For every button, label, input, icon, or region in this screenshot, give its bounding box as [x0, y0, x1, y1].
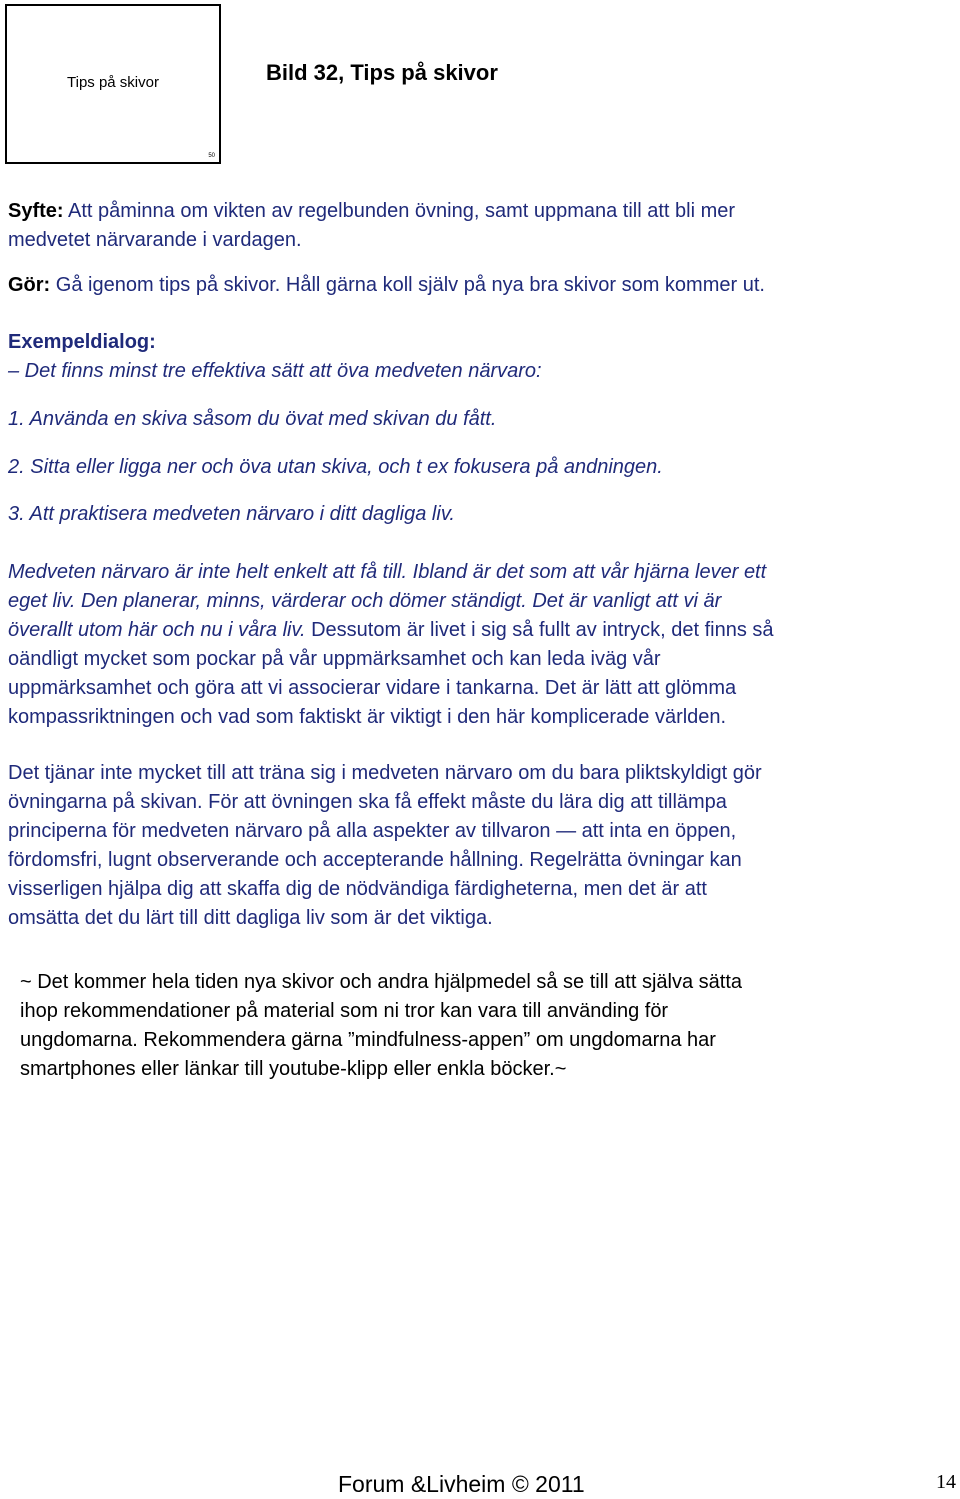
gor-label: Gör:: [8, 274, 51, 296]
note-line-3: ungdomarna. Rekommendera gärna ”mindfulness-appen” om ungdomarna har: [20, 1029, 716, 1051]
note-line-1: ~ Det kommer hela tiden nya skivor och andra hjälpmedel så se till att själva sätta: [20, 971, 743, 993]
paragraph-two-line-3: principerna för medveten närvaro på alla aspekter av tillvaron — att inta en öppen,: [8, 820, 737, 842]
exempel-intro: – Det finns minst tre effektiva sätt att öva medveten närvaro:: [8, 360, 542, 382]
exempel-item-1: 1. Använda en skiva såsom du övat med skivan du fått.: [8, 408, 497, 430]
paragraph-two-line-1: Det tjänar inte mycket till att träna sig i medveten närvaro om du bara pliktskyldigt gör: [8, 762, 762, 784]
note-line-4: smartphones eller länkar till youtube-klipp eller enkla böcker.~: [20, 1058, 567, 1080]
exempel-italic-line-1: Medveten närvaro är inte helt enkelt att få till. Ibland är det som att vår hjärna lever ett: [8, 561, 767, 583]
exempel-normal-line-3: kompassriktningen och vad som faktiskt är viktigt i den här komplicerade världen.: [8, 706, 727, 728]
syfte-text-line1: Att påminna om vikten av regelbunden övning, samt uppmana till att bli mer: [63, 200, 736, 222]
exempel-paragraph: [8, 558, 960, 732]
paragraph-two: [8, 759, 960, 933]
footer-copyright: Forum &Livheim © 2011: [338, 1471, 585, 1497]
syfte-section: [8, 197, 960, 255]
note-paragraph: [20, 968, 940, 1084]
note-line-2: ihop rekommendationer på material som ni tror kan vara till använding för: [20, 1000, 669, 1022]
exempel-normal-part: Dessutom är livet i sig så fullt av intryck, det finns så: [305, 619, 774, 641]
exempel-italic-part: överallt utom här och nu i våra liv.: [8, 619, 306, 641]
syfte-label: Syfte:: [8, 200, 64, 222]
page-heading: Bild 32, Tips på skivor: [266, 60, 498, 85]
slide-thumbnail-number: 50: [208, 153, 215, 159]
gor-text: Gå igenom tips på skivor. Håll gärna koll själv på nya bra skivor som kommer ut.: [50, 274, 765, 296]
paragraph-two-line-4: fördomsfri, lugnt observerande och accepterande hållning. Regelrätta övningar kan: [8, 849, 742, 871]
gor-section: [8, 271, 960, 300]
exempel-normal-line-2: uppmärksamhet och göra att vi associerar vidare i tankarna. Det är lätt att glömma: [8, 677, 737, 699]
exempel-label: Exempeldialog:: [8, 331, 156, 353]
exempel-item-3: 3. Att praktisera medveten närvaro i ditt dagliga liv.: [8, 503, 455, 525]
slide-thumbnail-title: Tips på skivor: [67, 74, 159, 91]
exempel-section: [8, 328, 960, 386]
slide-thumbnail: [5, 4, 221, 164]
paragraph-two-line-2: övningarna på skivan. För att övningen ska få effekt måste du lära dig att tillämpa: [8, 791, 727, 813]
exempel-item-2: 2. Sitta eller ligga ner och öva utan skiva, och t ex fokusera på andningen.: [8, 456, 663, 478]
exempel-italic-line-2: eget liv. Den planerar, minns, värderar och dömer ständigt. Det är vanligt att vi är: [8, 590, 722, 612]
paragraph-two-line-6: omsätta det du lärt till ditt dagliga liv som är det viktiga.: [8, 907, 493, 929]
syfte-text-line2: medvetet närvarande i vardagen.: [8, 229, 302, 251]
exempel-normal-line-1: oändligt mycket som pockar på vår uppmärksamhet och kan leda iväg vår: [8, 648, 661, 670]
page-number: 14: [936, 1471, 956, 1493]
paragraph-two-line-5: visserligen hjälpa dig att skaffa dig de nödvändiga färdigheterna, men det är att: [8, 878, 707, 900]
